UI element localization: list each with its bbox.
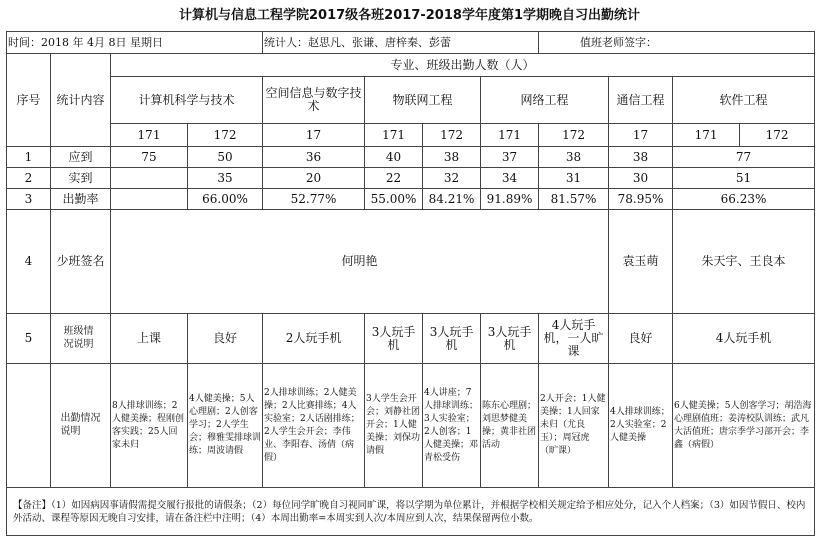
- actual-value: 30: [609, 168, 673, 189]
- status-value: 3人玩手机: [365, 314, 423, 364]
- monitor-signature: 朱天宇、王良本: [673, 210, 815, 314]
- attendance-note: 6人健美操；5人创客学习；胡浩海心理剧值班；姜涛校队训练；武凡大活值班；唐宗季学习部开会；李鑫（病假）: [673, 364, 815, 488]
- expected-value: 75: [111, 147, 188, 168]
- group-header: 专业、班级出勤人数（人）: [111, 54, 815, 77]
- monitor-signature: 袁玉萌: [609, 210, 673, 314]
- major-header: 网络工程: [481, 77, 609, 124]
- rate-value: 91.89%: [481, 189, 539, 210]
- row-label: 应到: [51, 147, 111, 168]
- actual-value: 51: [673, 168, 815, 189]
- class-header: 17: [609, 124, 673, 147]
- status-value: 4人玩手机: [673, 314, 815, 364]
- major-header: 软件工程: [673, 77, 815, 124]
- status-value: 良好: [188, 314, 263, 364]
- signature-label: 值班老师签字：: [580, 36, 658, 49]
- rate-value: 66.00%: [188, 189, 263, 210]
- expected-value: 38: [609, 147, 673, 168]
- row-number: [7, 364, 51, 488]
- attendance-note: 陈东心理剧；刘思梦健美操；黄非社团活动: [481, 364, 539, 488]
- date-cell: 时间：2018 年 4月 8日 星期日: [7, 32, 263, 54]
- class-header: 172: [423, 124, 481, 147]
- row-number: 2: [7, 168, 51, 189]
- attendance-note: 8人排球训练；2人健美操；程刚创客实践；25人回家未归: [111, 364, 188, 488]
- status-value: 4人玩手机，一人旷课: [539, 314, 609, 364]
- major-header-row: [7, 77, 815, 124]
- expected-value: 77: [673, 147, 815, 168]
- actual-value: 31: [539, 168, 609, 189]
- page-title: 计算机与信息工程学院2017级各班2017-2018学年度第1学期晚自习出勤统计: [179, 8, 640, 23]
- seq-header: 序号: [7, 54, 51, 147]
- counters-cell: 统计人：赵思凡、张谦、唐梓秦、彭蕾: [263, 32, 539, 54]
- attendance-note: 2人开会；1人健美操；1人回家未归（尤良玉）；周冠虎（旷课）: [539, 364, 609, 488]
- major-header: 空间信息与数字技术: [263, 77, 365, 124]
- status-value: 良好: [609, 314, 673, 364]
- major-header: 通信工程: [609, 77, 673, 124]
- rate-value: 84.21%: [423, 189, 481, 210]
- major-header: 计算机科学与技术: [111, 77, 263, 124]
- actual-value: 22: [365, 168, 423, 189]
- row-label: 实到: [51, 168, 111, 189]
- rate-value: 52.77%: [263, 189, 365, 210]
- actual-value: 35: [188, 168, 263, 189]
- attendance-note: 4人健美操；5人心理剧；2人创客学习；2人学生会；穆雅雯排球训练；周波请假: [188, 364, 263, 488]
- class-header: 171: [673, 124, 740, 147]
- attendance-row: [7, 364, 815, 488]
- attendance-note: 2人排球训练；2人健美操；2人比赛排练；4人实验室；2人话剧排练；2人学生会开会；李伟业、李阳春、汤倩（病假）: [263, 364, 365, 488]
- row-number: 4: [7, 210, 51, 314]
- status-value: 3人玩手机: [481, 314, 539, 364]
- expected-value: 50: [188, 147, 263, 168]
- attendance-note: 3人学生会开会；刘静社团开会；1人健美操；刘保功请假: [365, 364, 423, 488]
- row-number: 5: [7, 314, 51, 364]
- class-header: 171: [365, 124, 423, 147]
- actual-value: [111, 168, 188, 189]
- expected-value: 37: [481, 147, 539, 168]
- rate-value: 66.23%: [673, 189, 815, 210]
- class-header: 172: [539, 124, 609, 147]
- rate-row: [7, 189, 815, 210]
- status-value: 上课: [111, 314, 188, 364]
- class-header: 17: [263, 124, 365, 147]
- class-header: 171: [111, 124, 188, 147]
- class-header: 172: [188, 124, 263, 147]
- actual-value: 20: [263, 168, 365, 189]
- group-header-row: [7, 54, 815, 77]
- row-number: 3: [7, 189, 51, 210]
- expected-value: 38: [539, 147, 609, 168]
- signature-cell[interactable]: [539, 32, 815, 54]
- expected-value: 38: [423, 147, 481, 168]
- class-header: 172: [740, 124, 815, 147]
- footer-row: [7, 488, 815, 536]
- rate-value: 55.00%: [365, 189, 423, 210]
- actual-value: 34: [481, 168, 539, 189]
- rate-value: 78.95%: [609, 189, 673, 210]
- rate-value: [111, 189, 188, 210]
- footer-note: 【备注】（1）如因病因事请假需提交履行报批的请假条；（2）每位同学旷晚自习视同旷课，将以学期为单位累计，并根据学校相关规定给予相应处分，记入个人档案；（3）如因节假日、校内外活动、课程等原因无晚自习安排，请在备注栏中注明；（4）本周出勤率=本周实到人次/本周应到人次，结果保留两位小数。: [7, 488, 815, 536]
- monitor-row: [7, 210, 815, 314]
- content-header: 统计内容: [51, 54, 111, 147]
- expected-value: 40: [365, 147, 423, 168]
- attendance-note: 4人讲座；7人排球训练；3人实验室；2人创客；1人健美操；邓青松受伤: [423, 364, 481, 488]
- attendance-note: 4人排球训练；2人实验室；2人健美操: [609, 364, 673, 488]
- class-header-row: [7, 124, 815, 147]
- status-row: [7, 314, 815, 364]
- monitor-signature: 何明艳: [111, 210, 609, 314]
- expected-value: 36: [263, 147, 365, 168]
- row-label: 出勤率: [51, 189, 111, 210]
- row-label: 出勤情况说明: [51, 364, 111, 488]
- major-header: 物联网工程: [365, 77, 481, 124]
- actual-value: 32: [423, 168, 481, 189]
- actual-row: [7, 168, 815, 189]
- row-label: 班级情况说明: [51, 314, 111, 364]
- status-value: 3人玩手机: [423, 314, 481, 364]
- attendance-table: [6, 31, 815, 536]
- info-row: [7, 32, 815, 54]
- class-header: 171: [481, 124, 539, 147]
- expected-row: [7, 147, 815, 168]
- status-value: 2人玩手机: [263, 314, 365, 364]
- rate-value: 81.57%: [539, 189, 609, 210]
- row-number: 1: [7, 147, 51, 168]
- row-label: 少班签名: [51, 210, 111, 314]
